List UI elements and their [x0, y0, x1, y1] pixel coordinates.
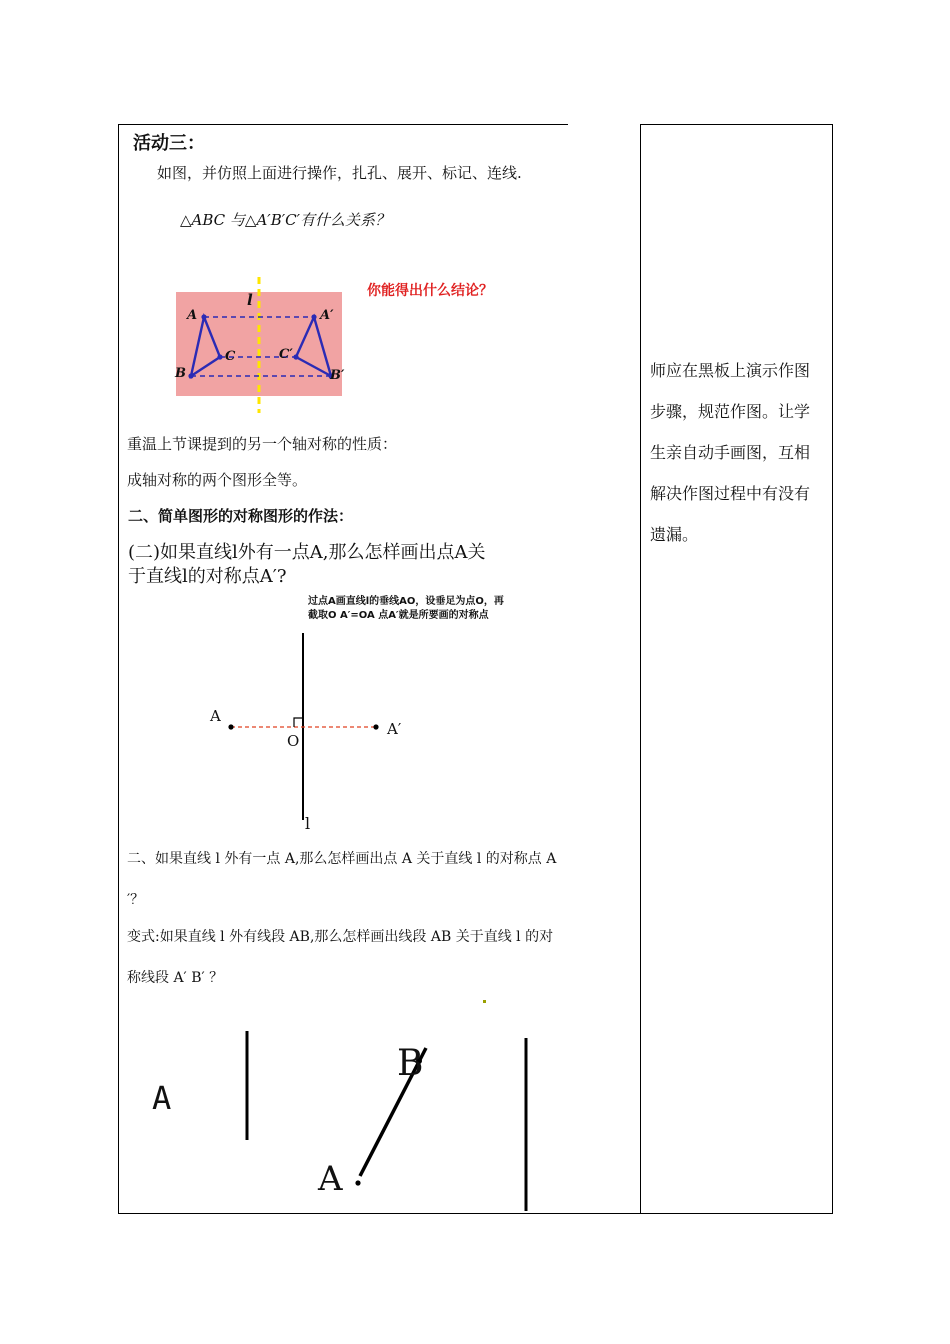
- segment-reflection-svg: [119, 995, 639, 1212]
- construction-caption-1: 过点A画直线l的垂线AO，设垂足为点O，再: [308, 596, 504, 607]
- fold-figure-svg: [170, 275, 350, 415]
- table-middle-border: [640, 124, 641, 1214]
- question-2-line-1: (二)如果直线l外有一点A,那么怎样画出点A关: [128, 542, 486, 563]
- question-3-line-1: 二、如果直线 l 外有一点 A,那么怎样画出点 A 关于直线 l 的对称点 A: [127, 851, 557, 867]
- table-right-border: [832, 124, 833, 1214]
- teacher-note-line-4: 解决作图过程中有没有: [650, 484, 811, 503]
- label-b-prime: B′: [330, 368, 345, 383]
- segment-point-a: [355, 1180, 360, 1185]
- point-c-prime: [293, 354, 298, 359]
- figure-label-o: O: [287, 732, 300, 750]
- point-a-dot: [228, 724, 233, 729]
- table-top-border-left: [118, 124, 568, 125]
- teacher-note-line-3: 生亲自动手画图，互相: [650, 443, 811, 462]
- axis-label-l: l: [247, 291, 253, 309]
- point-c: [217, 354, 222, 359]
- figure-label-l: l: [305, 814, 311, 833]
- question-3-line-2: ′？: [127, 892, 145, 908]
- conclusion-callout: 你能得出什么结论？: [367, 283, 493, 299]
- question-2-line-2: 于直线l的对称点A′?: [128, 566, 287, 587]
- bottom-label-a-segment: A: [318, 1159, 343, 1199]
- point-a-prime-dot: [373, 724, 378, 729]
- point-b: [188, 373, 193, 378]
- table-bottom-border: [118, 1213, 833, 1214]
- label-a: A: [187, 308, 198, 323]
- teacher-note-line-2: 步骤，规范作图。让学: [650, 402, 811, 421]
- variant-line-2: 称线段 A′ B′ ？: [127, 970, 224, 986]
- activity-title: 活动三：: [133, 133, 205, 154]
- activity-question: △ABC 与△A′B′C′有什么关系？: [180, 211, 391, 229]
- variant-line-1: 变式:如果直线 l 外有线段 AB,那么怎样画出线段 AB 关于直线 l 的对: [127, 929, 554, 945]
- construction-caption-2: 截取O A′=OA 点A′就是所要画的对称点: [308, 610, 489, 621]
- teacher-note-line-5: 遗漏。: [650, 525, 699, 544]
- point-a: [201, 314, 206, 319]
- label-c: C: [225, 349, 236, 364]
- stray-mark: [483, 1000, 486, 1003]
- teacher-note-line-1: 师应在黑板上演示作图: [650, 361, 811, 380]
- label-c-prime: C′: [279, 347, 293, 362]
- bottom-label-a-left: A: [152, 1079, 172, 1117]
- fold-figure: [170, 275, 350, 415]
- label-a-prime: A′: [320, 308, 334, 323]
- review-line-1: 重温上节课提到的另一个轴对称的性质：: [127, 435, 398, 453]
- right-angle-mark: [294, 718, 303, 727]
- figure-label-a-prime: A′: [387, 720, 402, 738]
- label-b: B: [175, 366, 186, 381]
- table-top-border-right: [640, 124, 833, 125]
- figure-label-a: A: [210, 707, 221, 725]
- bottom-label-b: B: [397, 1043, 424, 1084]
- point-a-prime: [311, 314, 316, 319]
- section-2-heading: 二、简单图形的对称图形的作法：: [128, 507, 354, 525]
- review-line-2: 成轴对称的两个图形全等。: [127, 471, 308, 489]
- segment-reflection-figure: [119, 995, 639, 1212]
- activity-instruction: 如图，并仿照上面进行操作，扎孔、展开、标记、连线.: [157, 164, 522, 182]
